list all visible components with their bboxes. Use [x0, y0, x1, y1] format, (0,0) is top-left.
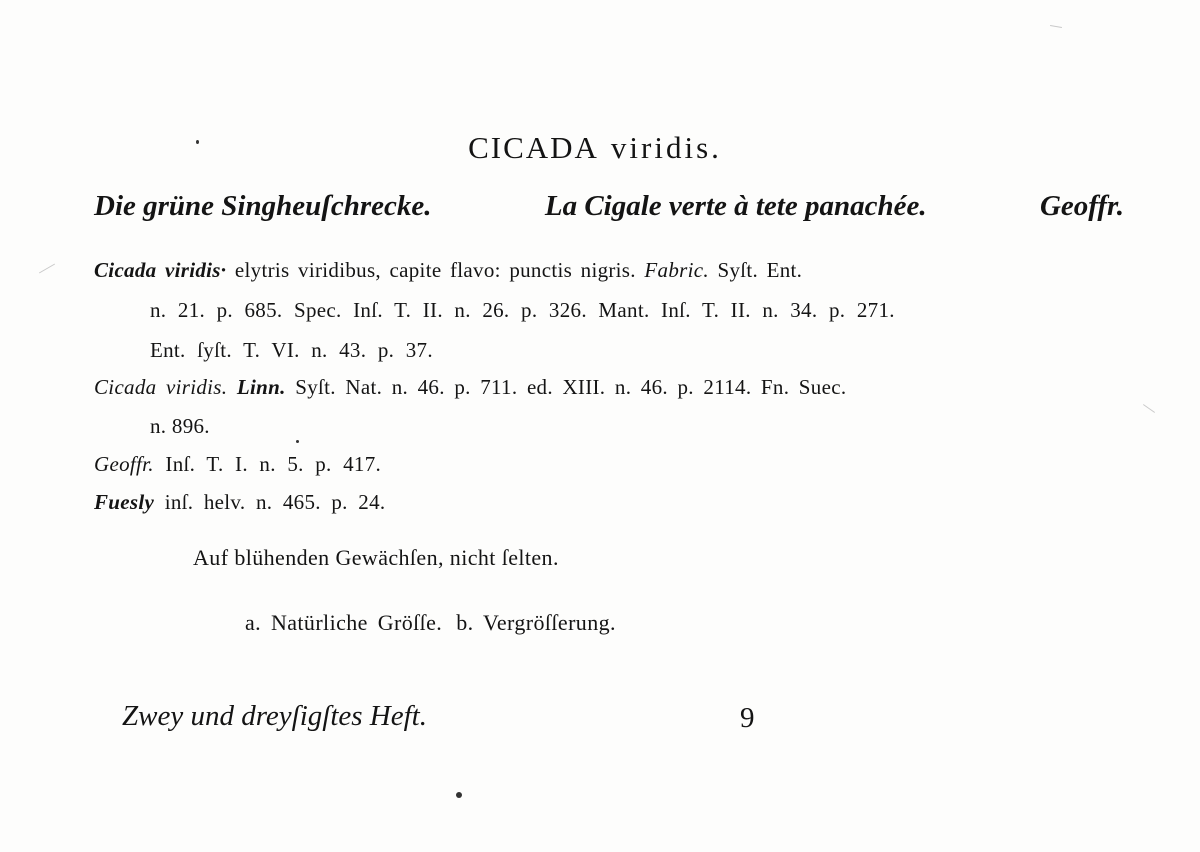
reference-linnaeus — [94, 375, 846, 400]
reference-text: Inſ. T. I. n. 5. p. 417. — [165, 452, 382, 476]
reference-author: Linn. — [236, 375, 286, 399]
title-genus: CICADA — [468, 130, 599, 165]
page-title — [0, 130, 1190, 166]
reference-fabricius — [94, 258, 802, 283]
reference-text: inſ. helv. n. 465. p. 24. — [164, 490, 386, 514]
reference-continuation: Ent. ſyſt. T. VI. n. 43. p. 37. — [150, 338, 433, 362]
french-name: La Cigale verte à tete panachée. — [544, 190, 927, 222]
ink-speck — [296, 440, 299, 443]
reference-author: Fabric. — [644, 258, 709, 282]
paper-scratch — [1143, 404, 1155, 413]
ink-speck — [456, 792, 462, 798]
caption-b: b. Vergröſſerung. — [456, 610, 616, 635]
reference-geoffroy — [94, 452, 381, 477]
title-species: viridis. — [610, 130, 722, 165]
reference-continuation: n. 896. — [150, 414, 210, 438]
reference-author: Fuesly — [94, 490, 155, 514]
reference-species-name: Cicada viridis· — [94, 258, 227, 282]
signature-line: Zwey und dreyſigſtes Heft. — [122, 700, 427, 732]
ink-speck — [196, 140, 199, 144]
reference-text: elytris viridibus, capite flavo: punctis nigris. — [234, 258, 636, 282]
caption-a: a. Natürliche Gröſſe. — [245, 610, 443, 635]
paper-scratch — [39, 264, 55, 274]
habitat-note: Auf blühenden Gewächſen, nicht ſelten. — [193, 545, 559, 570]
reference-fuesly — [94, 490, 385, 515]
reference-continuation: n. 21. p. 685. Spec. Inſ. T. II. n. 26. p. 326. Mant. Inſ. T. II. n. 34. p. 271. — [150, 298, 895, 322]
reference-author: Geoffr. — [94, 452, 154, 476]
reference-species-name: Cicada viridis. — [94, 375, 228, 399]
french-name-author: Geoffr. — [1039, 190, 1124, 222]
reference-text: Syſt. Nat. n. 46. p. 711. ed. XIII. n. 46. p. 2114. Fn. Suec. — [295, 375, 847, 399]
paper-scratch — [1050, 25, 1062, 28]
page-number: 9 — [740, 702, 755, 734]
common-names — [94, 190, 1124, 223]
german-name: Die grüne Singheuſchrecke. — [94, 190, 432, 222]
reference-text: Syſt. Ent. — [717, 258, 803, 282]
figure-caption — [245, 610, 616, 636]
